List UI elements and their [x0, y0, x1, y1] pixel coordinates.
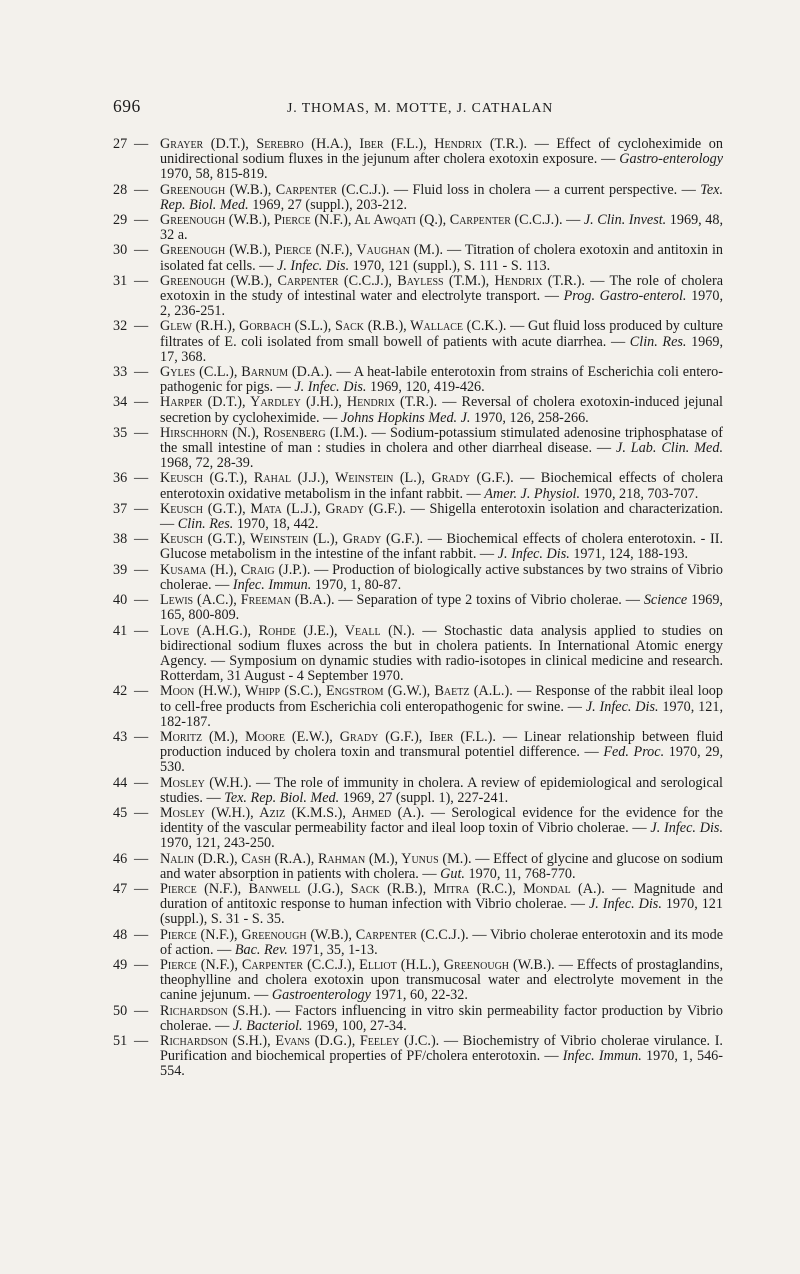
reference-number: 38	[113, 531, 128, 548]
reference-authors: Harper (D.T.), Yardley (J.H.), Hendrix (T.R.).	[160, 394, 438, 411]
reference-text: — Reversal of cholera exotoxin-induced jejunal secretion by cycloheximide. —	[160, 394, 723, 426]
reference-item	[113, 852, 723, 882]
reference-text: — Effect of glycine and glucose on sodium and water absorption in patients with cholera. —	[160, 850, 723, 882]
reference-dash: —	[134, 212, 149, 229]
reference-text: — Fluid loss in cholera — a current perspective. —	[389, 181, 701, 198]
reference-citation: 1969, 27 (suppl.), 203-212.	[248, 196, 408, 213]
reference-dash: —	[134, 850, 149, 867]
reference-number: 29	[113, 212, 128, 229]
reference-text: — Gut fluid loss produced by culture filtrates of E. coli isolated from small bowell of patients with acute diarrhea. —	[160, 318, 723, 350]
reference-text: — A heat-labile enterotoxin from strains of Escherichia coli entero-pathogenic for pigs. —	[160, 364, 723, 396]
reference-number: 35	[113, 424, 128, 441]
reference-number: 40	[113, 592, 128, 609]
reference-item	[113, 593, 723, 623]
reference-citation: 1969, 27 (suppl. 1), 227-241.	[339, 789, 509, 806]
reference-citation: 1970, 11, 768-770.	[464, 865, 576, 882]
reference-text: — Effects of prostaglandins, theophylline and cholera exotoxin upon transmucosal water and electrolyte movement in the canine jejunum. —	[160, 956, 724, 1004]
reference-text: — Biochemical effects of cholera enterotoxin. - II. Glucose metabolism in the intestine of the infant rabbit. —	[160, 531, 723, 563]
reference-text: —	[562, 212, 584, 229]
reference-journal: J. Infec. Dis.	[294, 379, 367, 396]
reference-number: 37	[113, 500, 128, 517]
reference-item	[113, 1004, 723, 1034]
reference-number: 39	[113, 561, 128, 578]
reference-text: — Biochemistry of Vibrio cholerae virulance. I. Purification and biochemical properties of PF/cholera enterotoxin. —	[160, 1032, 723, 1065]
reference-citation: 1969, 165, 800-809.	[160, 592, 723, 624]
reference-dash: —	[134, 272, 149, 289]
reference-journal: J. Infec. Dis.	[650, 820, 723, 837]
reference-journal: Gastro-enterology	[619, 151, 723, 168]
reference-number: 49	[113, 956, 128, 973]
reference-text: — Sodium-potassium stimulated adenosine triphosphatase of the small intestine of man : studies in cholera and other diarrheal disease. —	[160, 424, 723, 457]
reference-authors: Greenough (W.B.), Pierce (N.F.), Al Awqati (Q.), Carpenter (C.C.J.).	[160, 212, 563, 229]
reference-number: 50	[113, 1002, 128, 1019]
reference-number: 33	[113, 364, 128, 381]
reference-citation: 1970, 218, 703-707.	[580, 485, 699, 502]
reference-citation: 1970, 2, 236-251.	[160, 288, 724, 320]
reference-item	[113, 471, 723, 501]
reference-dash: —	[134, 136, 149, 152]
reference-journal: Bac. Rev.	[234, 941, 288, 958]
reference-authors: Kusama (H.), Craig (J.P.).	[160, 561, 311, 578]
reference-authors: Richardson (S.H.).	[160, 1002, 271, 1019]
reference-number: 46	[113, 850, 128, 867]
reference-text: — Stochastic data analysis applied to studies on bidirectional sodium fluxes across the but in cholera patients. In International Atomic energy Agency. — Symposium on dynamic studies with radio-isotopes in clinical medicine and research. Rotterdam, 31 August - 4 September 1970.	[160, 622, 724, 685]
reference-citation: 1971, 35, 1-13.	[287, 941, 378, 958]
reference-authors: Richardson (S.H.), Evans (D.G.), Feeley (J.C.).	[160, 1032, 440, 1049]
reference-number: 45	[113, 804, 128, 821]
reference-journal: J. Infec. Dis.	[497, 546, 570, 563]
reference-citation: 1971, 124, 188-193.	[569, 546, 689, 563]
reference-number: 30	[113, 242, 128, 259]
reference-item	[113, 213, 723, 243]
reference-item	[113, 137, 723, 183]
reference-journal: Clin. Res.	[629, 333, 687, 350]
reference-dash: —	[134, 804, 149, 821]
reference-number: 31	[113, 272, 128, 289]
reference-item	[113, 776, 723, 806]
reference-number: 27	[113, 136, 128, 152]
reference-dash: —	[134, 500, 149, 517]
reference-authors: Greenough (W.B.), Carpenter (C.C.J.).	[160, 181, 390, 198]
reference-citation: 1970, 121, 182-187.	[160, 698, 723, 730]
reference-text: — Linear relationship between fluid production induced by cholera toxin and transmural potentiel difference. —	[160, 728, 723, 761]
page-number: 696	[113, 96, 141, 116]
reference-item	[113, 274, 723, 320]
reference-citation: 1971, 60, 22-32.	[370, 987, 468, 1004]
reference-dash: —	[134, 880, 149, 897]
reference-dash: —	[134, 728, 149, 745]
reference-authors: Love (A.H.G.), Rohde (J.E.), Veall (N.).	[160, 622, 415, 639]
reference-dash: —	[134, 622, 149, 639]
reference-number: 32	[113, 318, 128, 335]
reference-journal: Johns Hopkins Med. J.	[340, 409, 471, 426]
reference-item	[113, 563, 723, 593]
reference-text: — Titration of cholera exotoxin and antitoxin in isolated fat cells. —	[160, 242, 723, 274]
reference-text: — The role of immunity in cholera. A review of epidemiological and serological studies. —	[160, 774, 723, 806]
reference-journal: Amer. J. Physiol.	[484, 485, 581, 502]
reference-item	[113, 1034, 723, 1080]
reference-dash: —	[134, 531, 149, 548]
reference-authors: Nalin (D.R.), Cash (R.A.), Rahman (M.), Yunus (M.).	[160, 850, 472, 867]
reference-journal: J. Infec. Dis.	[277, 257, 350, 274]
reference-dash: —	[134, 592, 149, 609]
reference-item	[113, 730, 723, 776]
reference-dash: —	[134, 364, 149, 381]
reference-item	[113, 532, 723, 562]
page-header	[113, 96, 723, 120]
reference-item	[113, 882, 723, 928]
reference-list	[113, 137, 723, 1080]
reference-item	[113, 243, 723, 273]
reference-authors: Keusch (G.T.), Weinstein (L.), Grady (G.F.).	[160, 531, 424, 548]
reference-item	[113, 395, 723, 425]
reference-authors: Keusch (G.T.), Rahal (J.J.), Weinstein (L.), Grady (G.F.).	[160, 470, 514, 487]
reference-journal: J. Lab. Clin. Med.	[616, 440, 723, 457]
reference-journal: Clin. Res.	[177, 516, 234, 533]
reference-number: 51	[113, 1032, 128, 1049]
reference-text: — Response of the rabbit ileal loop to cell-free products from Escherichia coli enteropathogenic for swine. —	[160, 683, 723, 715]
reference-authors: Pierce (N.F.), Carpenter (C.C.J.), Elliot (H.L.), Greenough (W.B.).	[160, 956, 555, 973]
reference-item	[113, 624, 723, 685]
reference-dash: —	[134, 242, 149, 259]
reference-citation: 1969, 100, 27-34.	[302, 1017, 407, 1034]
reference-number: 36	[113, 470, 128, 487]
reference-dash: —	[134, 1032, 149, 1049]
reference-citation: 1970, 121 (suppl.), S. 31 - S. 35.	[160, 896, 723, 928]
reference-dash: —	[134, 774, 149, 791]
reference-citation: 1970, 121, 243-250.	[160, 835, 275, 852]
reference-journal: J. Clin. Invest.	[583, 212, 667, 229]
reference-text: — Effect of cycloheximide on unidirectional sodium fluxes in the jejunum after cholera exotoxin exposure. —	[160, 136, 723, 168]
reference-journal: Infec. Immun.	[562, 1048, 642, 1065]
reference-authors: Glew (R.H.), Gorbach (S.L.), Sack (R.B.), Wallace (C.K.).	[160, 318, 507, 335]
reference-text: — Shigella enterotoxin isolation and characterization. —	[160, 500, 723, 533]
reference-item	[113, 426, 723, 472]
reference-journal: Fed. Proc.	[603, 744, 665, 761]
reference-journal: Prog. Gastro-enterol.	[563, 288, 687, 305]
reference-dash: —	[134, 683, 149, 700]
reference-authors: Moon (H.W.), Whipp (S.C.), Engstrom (G.W.), Baetz (A.L.).	[160, 683, 513, 700]
reference-item	[113, 365, 723, 395]
running-head: J. THOMAS, M. MOTTE, J. CATHALAN	[287, 100, 554, 115]
reference-authors: Hirschhorn (N.), Rosenberg (I.M.).	[160, 424, 368, 441]
reference-citation: 1970, 58, 815-819.	[160, 166, 268, 183]
reference-text: — Factors influencing in vitro skin permeability factor production by Vibrio cholerae. —	[160, 1002, 724, 1034]
reference-citation: 1970, 18, 442.	[233, 516, 319, 533]
reference-authors: Moritz (M.), Moore (E.W.), Grady (G.F.), Iber (F.L.).	[160, 728, 496, 745]
reference-dash: —	[134, 470, 149, 487]
reference-text: — Production of biologically active substances by two strains of Vibrio cholerae. —	[160, 561, 723, 593]
reference-item	[113, 502, 723, 532]
reference-text: — Magnitude and duration of antitoxic response to human infection with Vibrio cholerae. —	[160, 880, 724, 913]
reference-citation: 1970, 126, 258-266.	[470, 409, 589, 426]
reference-authors: Gyles (C.L.), Barnum (D.A.).	[160, 364, 333, 381]
reference-dash: —	[134, 1002, 149, 1019]
reference-number: 47	[113, 880, 128, 897]
reference-number: 48	[113, 926, 128, 943]
reference-authors: Greenough (W.B.), Pierce (N.F.), Vaughan (M.).	[160, 242, 444, 259]
reference-dash: —	[134, 956, 149, 973]
reference-text: — The role of cholera exotoxin in the study of intestinal water and electrolyte transport. —	[160, 272, 724, 305]
reference-journal: Infec. Immun.	[232, 576, 312, 593]
reference-item	[113, 958, 723, 1004]
reference-journal: Gastroenterology	[271, 987, 371, 1004]
reference-authors: Pierce (N.F.), Banwell (J.G.), Sack (R.B.), Mitra (R.C.), Mondal (A.).	[160, 880, 605, 897]
reference-citation: 1970, 1, 80-87.	[311, 576, 402, 593]
reference-authors: Mosley (W.H.).	[160, 774, 252, 791]
reference-journal: J. Infec. Dis.	[585, 698, 659, 715]
reference-item	[113, 319, 723, 365]
reference-authors: Grayer (D.T.), Serebro (H.A.), Iber (F.L.), Hendrix (T.R.).	[160, 136, 527, 152]
reference-number: 34	[113, 394, 128, 411]
reference-journal: J. Infec. Dis.	[588, 896, 662, 913]
reference-journal: Tex. Rep. Biol. Med.	[224, 789, 340, 806]
reference-item	[113, 183, 723, 213]
reference-text: — Biochemical effects of cholera enterotoxin oxidative metabolism in the infant rabbit. —	[160, 470, 723, 502]
reference-item	[113, 928, 723, 958]
reference-dash: —	[134, 561, 149, 578]
reference-citation: 1970, 29, 530.	[160, 744, 723, 776]
reference-authors: Keusch (G.T.), Mata (L.J.), Grady (G.F.).	[160, 500, 406, 517]
reference-journal: Science	[643, 592, 688, 609]
reference-item	[113, 806, 723, 852]
reference-citation: 1970, 121 (suppl.), S. 111 - S. 113.	[349, 257, 551, 274]
reference-citation: 1968, 72, 28-39.	[160, 455, 254, 472]
reference-number: 44	[113, 774, 128, 791]
reference-dash: —	[134, 424, 149, 441]
reference-number: 42	[113, 683, 128, 700]
reference-journal: J. Bacteriol.	[232, 1017, 303, 1034]
reference-citation: 1969, 17, 368.	[160, 333, 724, 365]
reference-authors: Greenough (W.B.), Carpenter (C.C.J.), Bayless (T.M.), Hendrix (T.R.).	[160, 272, 585, 289]
reference-citation: 1970, 1, 546-554.	[160, 1048, 723, 1080]
reference-dash: —	[134, 394, 149, 411]
reference-item	[113, 684, 723, 730]
reference-text: — Separation of type 2 toxins of Vibrio cholerae. —	[334, 592, 644, 609]
reference-number: 43	[113, 728, 128, 745]
reference-journal: Gut.	[440, 865, 465, 882]
reference-text: — Serological evidence for the evidence for the identity of the vascular permeability factor and ileal loop toxin of Vibrio cholerae. —	[160, 804, 724, 837]
reference-dash: —	[134, 181, 149, 198]
reference-journal: Tex. Rep. Biol. Med.	[160, 181, 723, 213]
reference-number: 41	[113, 622, 128, 639]
reference-dash: —	[134, 926, 149, 943]
reference-number: 28	[113, 181, 128, 198]
reference-citation: 1969, 48, 32 a.	[160, 212, 724, 244]
reference-authors: Lewis (A.C.), Freeman (B.A.).	[160, 592, 335, 609]
reference-citation: 1969, 120, 419-426.	[366, 379, 485, 396]
reference-text: — Vibrio cholerae enterotoxin and its mode of action. —	[160, 926, 723, 958]
reference-authors: Mosley (W.H.), Aziz (K.M.S.), Ahmed (A.).	[160, 804, 425, 821]
reference-authors: Pierce (N.F.), Greenough (W.B.), Carpenter (C.C.J.).	[160, 926, 469, 943]
reference-dash: —	[134, 318, 149, 335]
